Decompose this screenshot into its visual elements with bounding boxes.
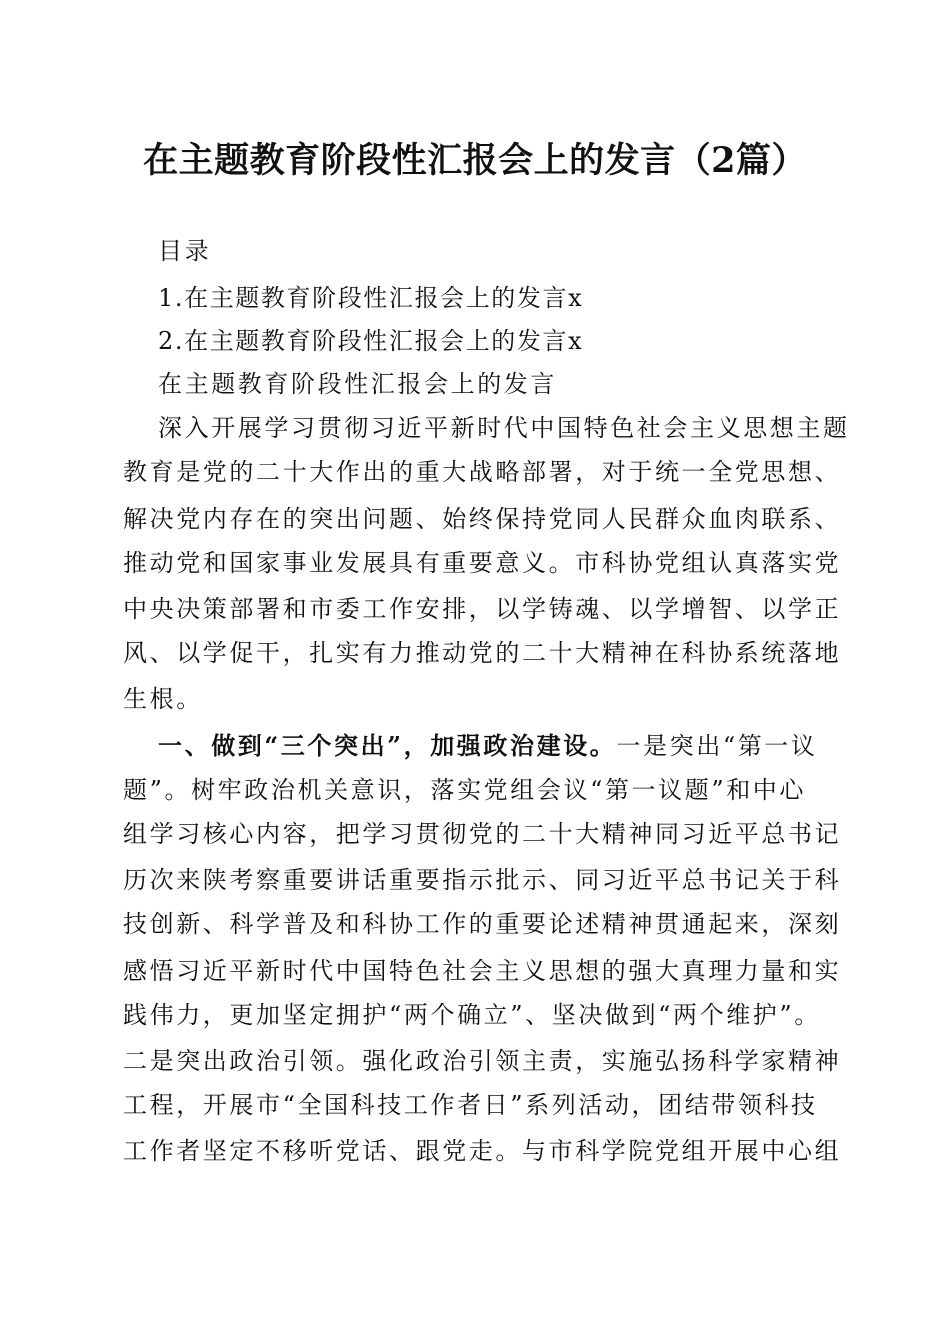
paragraph-line: 组学习核心内容，把学习贯彻党的二十大精神同习近平总书记 bbox=[123, 820, 842, 848]
paragraph-line: 二是突出政治引领。强化政治引领主责，实施弘扬科学家精神 bbox=[123, 1047, 842, 1075]
section-title: 在主题教育阶段性汇报会上的发言 bbox=[158, 370, 557, 398]
paragraph-line: 中央决策部署和市委工作安排，以学铸魂、以学增智、以学正 bbox=[123, 595, 842, 623]
paragraph-line: 历次来陕考察重要讲话重要指示批示、同习近平总书记关于科 bbox=[123, 866, 842, 894]
paragraph-text: 一是突出“第一议 bbox=[616, 732, 818, 760]
paragraph-line: 题”。树牢政治机关意识，落实党组会议“第一议题”和中心 bbox=[123, 776, 807, 804]
toc-item-2[interactable]: 2.在主题教育阶段性汇报会上的发言x bbox=[158, 327, 584, 355]
paragraph-line: 技创新、科学普及和科协工作的重要论述精神贯通起来，深刻 bbox=[123, 910, 842, 938]
section-heading: 一、做到“三个突出”，加强政治建设。 bbox=[158, 731, 617, 760]
paragraph-line: 解决党内存在的突出问题、始终保持党同人民群众血肉联系、 bbox=[123, 505, 842, 533]
paragraph-line: 风、以学促干，扎实有力推动党的二十大精神在科协系统落地 bbox=[123, 639, 842, 667]
paragraph-line: 深入开展学习贯彻习近平新时代中国特色社会主义思想主题 bbox=[158, 414, 850, 442]
paragraph-line: 工作者坚定不移听党话、跟党走。与市科学院党组开展中心组 bbox=[123, 1137, 842, 1165]
toc-item-1[interactable]: 1.在主题教育阶段性汇报会上的发言x bbox=[158, 284, 584, 312]
paragraph-line: 生根。 bbox=[123, 685, 203, 713]
paragraph-line bbox=[158, 731, 818, 761]
toc-heading: 目录 bbox=[158, 237, 212, 265]
paragraph-line: 工程，开展市“全国科技工作者日”系列活动，团结带领科技 bbox=[123, 1091, 818, 1119]
paragraph-line: 感悟习近平新时代中国特色社会主义思想的强大真理力量和实 bbox=[123, 957, 842, 985]
paragraph-line: 践伟力，更加坚定拥护“两个确立”、坚决做到“两个维护”。 bbox=[123, 1001, 821, 1029]
paragraph-line: 推动党和国家事业发展具有重要意义。市科协党组认真落实党 bbox=[123, 549, 842, 577]
paragraph-line: 教育是党的二十大作出的重大战略部署，对于统一全党思想、 bbox=[123, 458, 842, 486]
document-title: 在主题教育阶段性汇报会上的发言（2篇） bbox=[143, 140, 807, 181]
